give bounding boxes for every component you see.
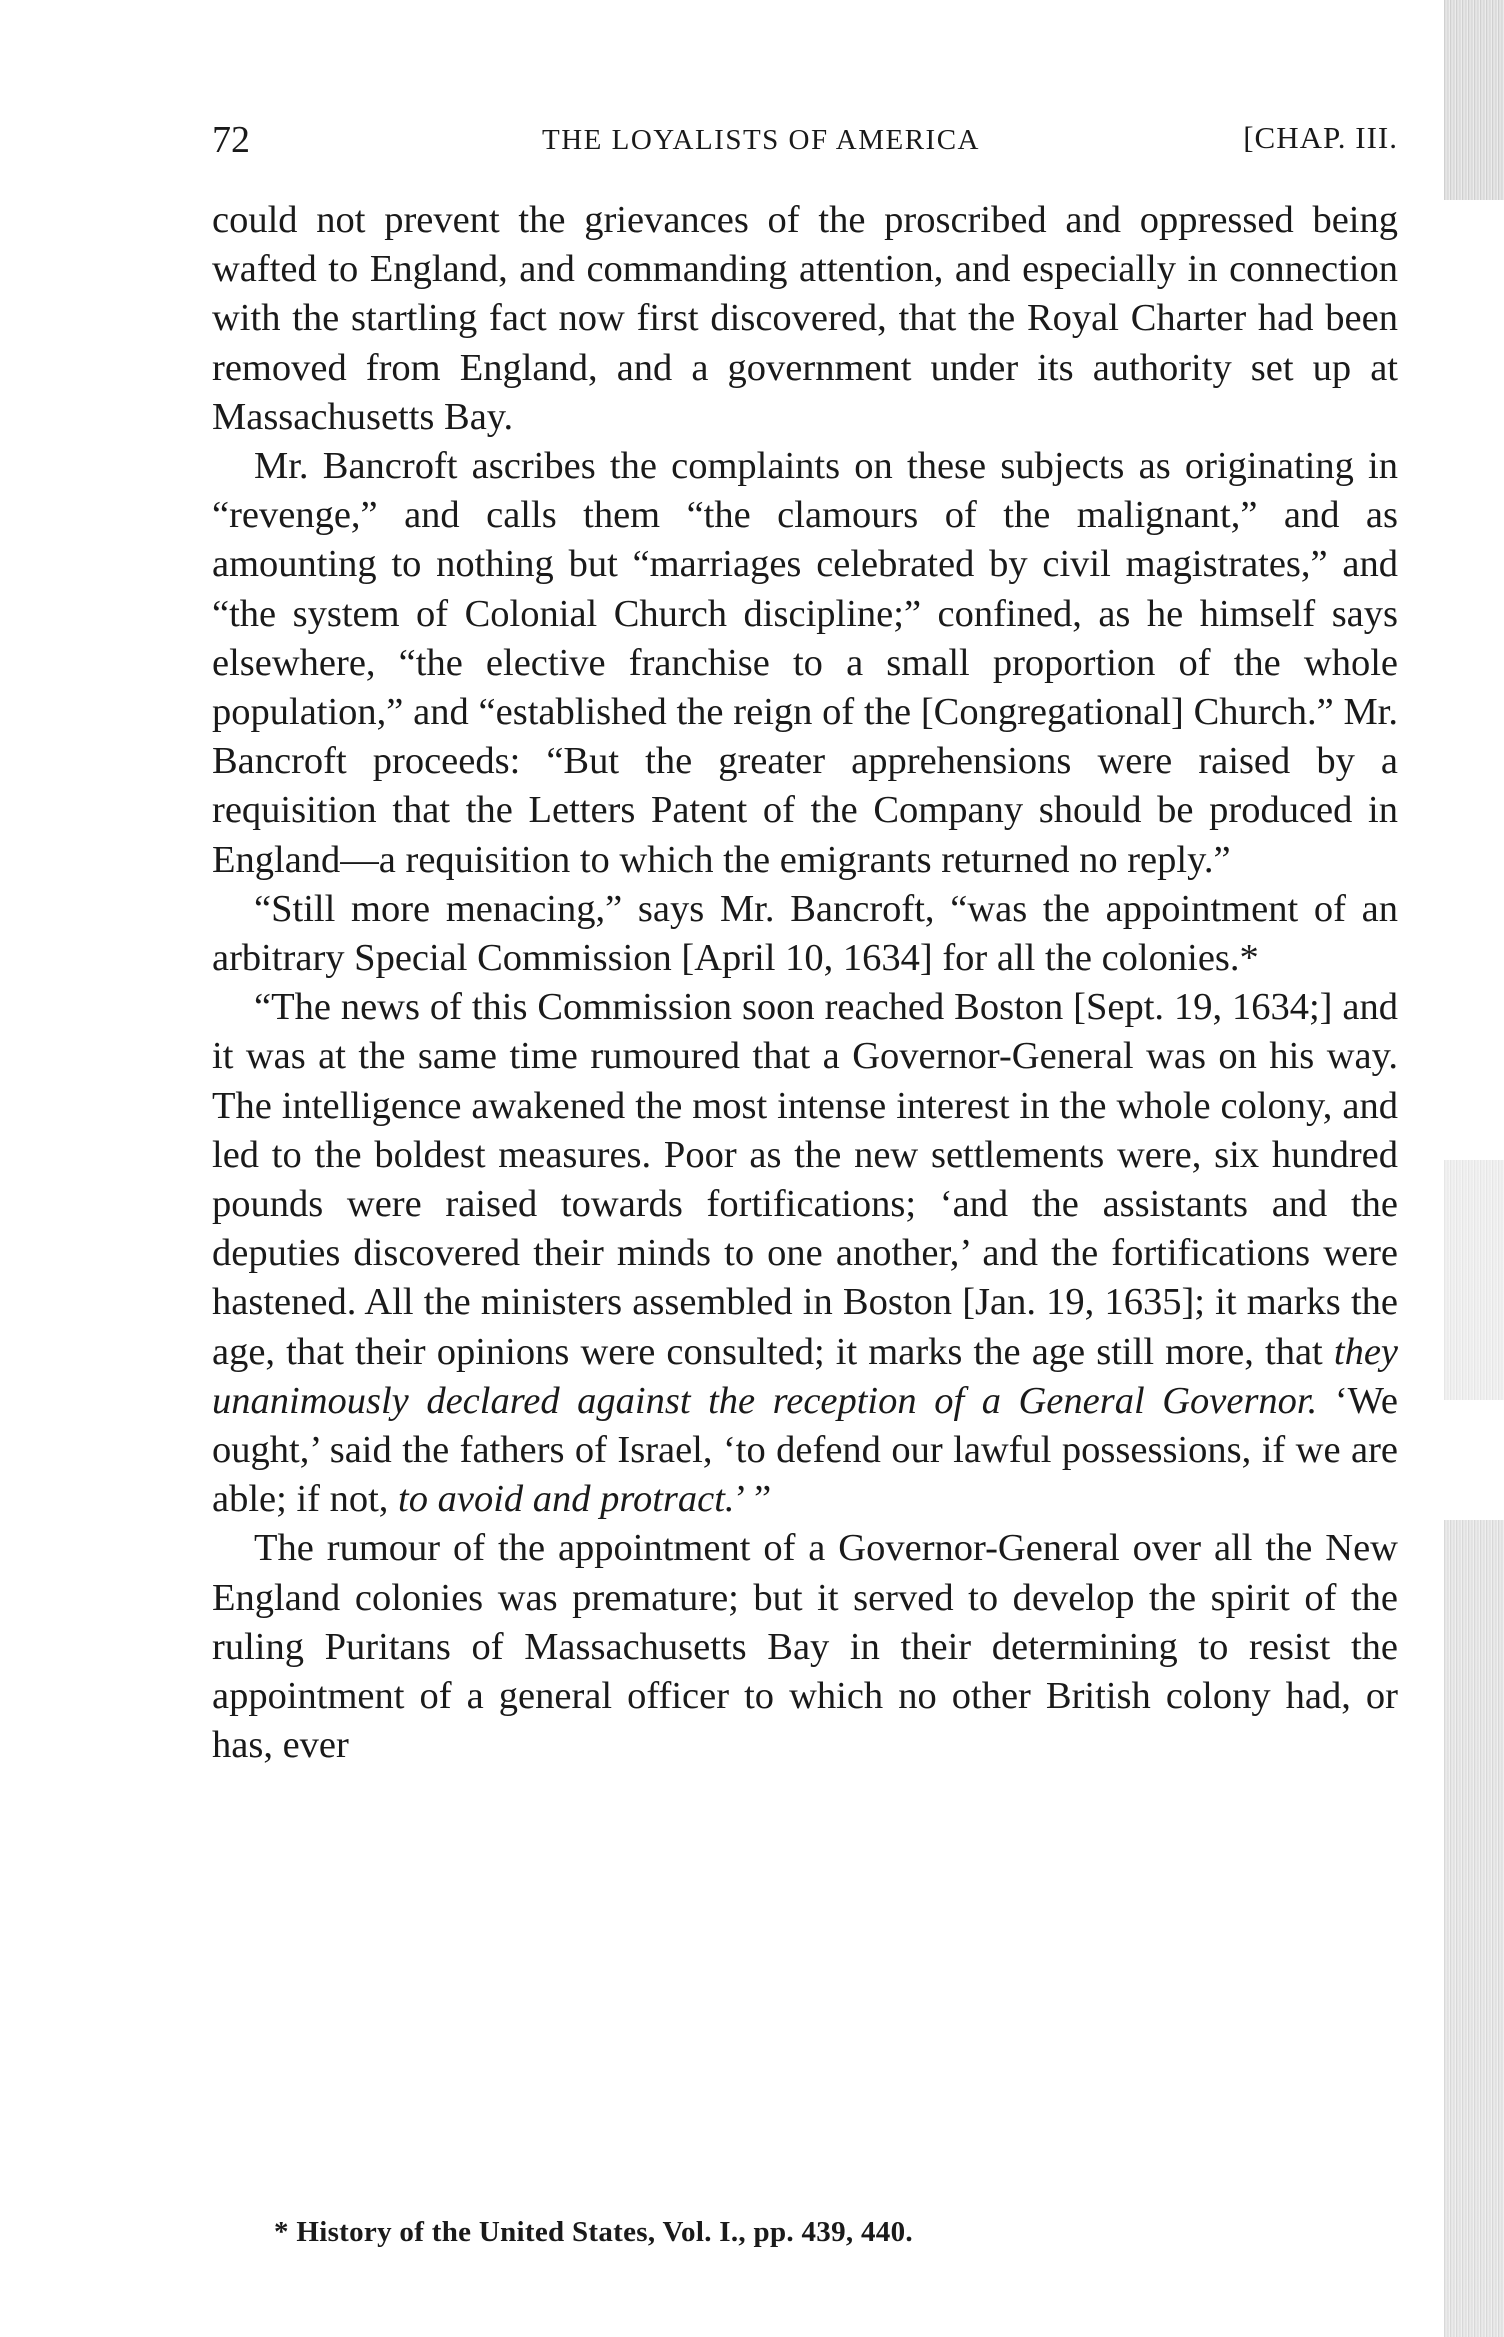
page-number: 72 (212, 119, 250, 161)
quote-text-middle: ‘We ought,’ said the fathers of Israel, ‘to defend our lawful possessions, if we are able; if not, (212, 1379, 1399, 1521)
footnote: * History of the United States, Vol. I., pp. 439, 440. (274, 2216, 913, 2248)
book-title: THE LOYALISTS OF AMERICA (542, 124, 980, 156)
paragraph-news-of-commission (212, 983, 1398, 1524)
quote-text-before: “The news of this Commission soon reached Boston [Sept. 19, 1634;] and it was at the same time rumoured that a Governor-General was on his way. The intelligence awakened the most intense interest in the whole colony, and led to the boldest measures. Poor as the new settlements were, six hundred pounds were raised towards fortifications; ‘and the assistants and the deputies discovered their minds to one another,’ and the fortifications were hastened. All the ministers assembled in Boston [Jan. 19, 1635]; it marks the age, that their opinions were consulted; it marks the age still more, that (212, 986, 1398, 1373)
paragraph-bancroft-complaints: Mr. Bancroft ascribes the complaints on these subjects as originating in “revenge,” and calls them “the clamours of the malignant,” and as amounting to nothing but “marriages celebrated by civil magistrates,” and “the system of Colonial Church discipline;” confined, as he himself says elsewhere, “the elective franchise to a small proportion of the whole population,” and “established the reign of the [Congregational] Church.” Mr. Bancroft proceeds: “But the greater apprehensions were raised by a requisition that the Letters Patent of the Company should be produced in England—a requisition to which the emigrants returned no reply.” (212, 445, 1398, 881)
quote-text-after: ’ ” (734, 1478, 772, 1521)
paragraph-rumour-of-appointment: The rumour of the appointment of a Governor-General over all the New England colonies was premature; but it served to develop the spirit of the ruling Puritans of Massachusetts Bay in their determining to resist the appointment of a general officer to which no other British colony had, or has, ever (212, 1527, 1398, 1767)
running-head (212, 118, 1398, 168)
paragraph-special-commission: “Still more menacing,” says Mr. Bancroft, “was the appointment of an arbitrary Special Commission [April 10, 1634] for all the colonies.* (212, 887, 1398, 980)
paragraph-continuation: could not prevent the grievances of the proscribed and oppressed being wafted to England, and commanding attention, and especially in connection with the startling fact now first discovered, that the Royal Charter had been removed from England, and a government under its authority set up at Massachusetts Bay. (212, 199, 1398, 438)
quote-italic-declaration: they unanimously declared against the reception of a General Governor. (212, 1330, 1398, 1422)
page-edge-shadow-middle (1444, 1160, 1504, 1400)
body-text (212, 196, 1398, 1771)
quote-italic-protract: to avoid and protract. (398, 1478, 735, 1521)
chapter-label: [CHAP. III. (1243, 120, 1398, 155)
page-edge-shadow-top (1444, 0, 1504, 200)
page-edge-shadow-bottom (1444, 1520, 1504, 2337)
